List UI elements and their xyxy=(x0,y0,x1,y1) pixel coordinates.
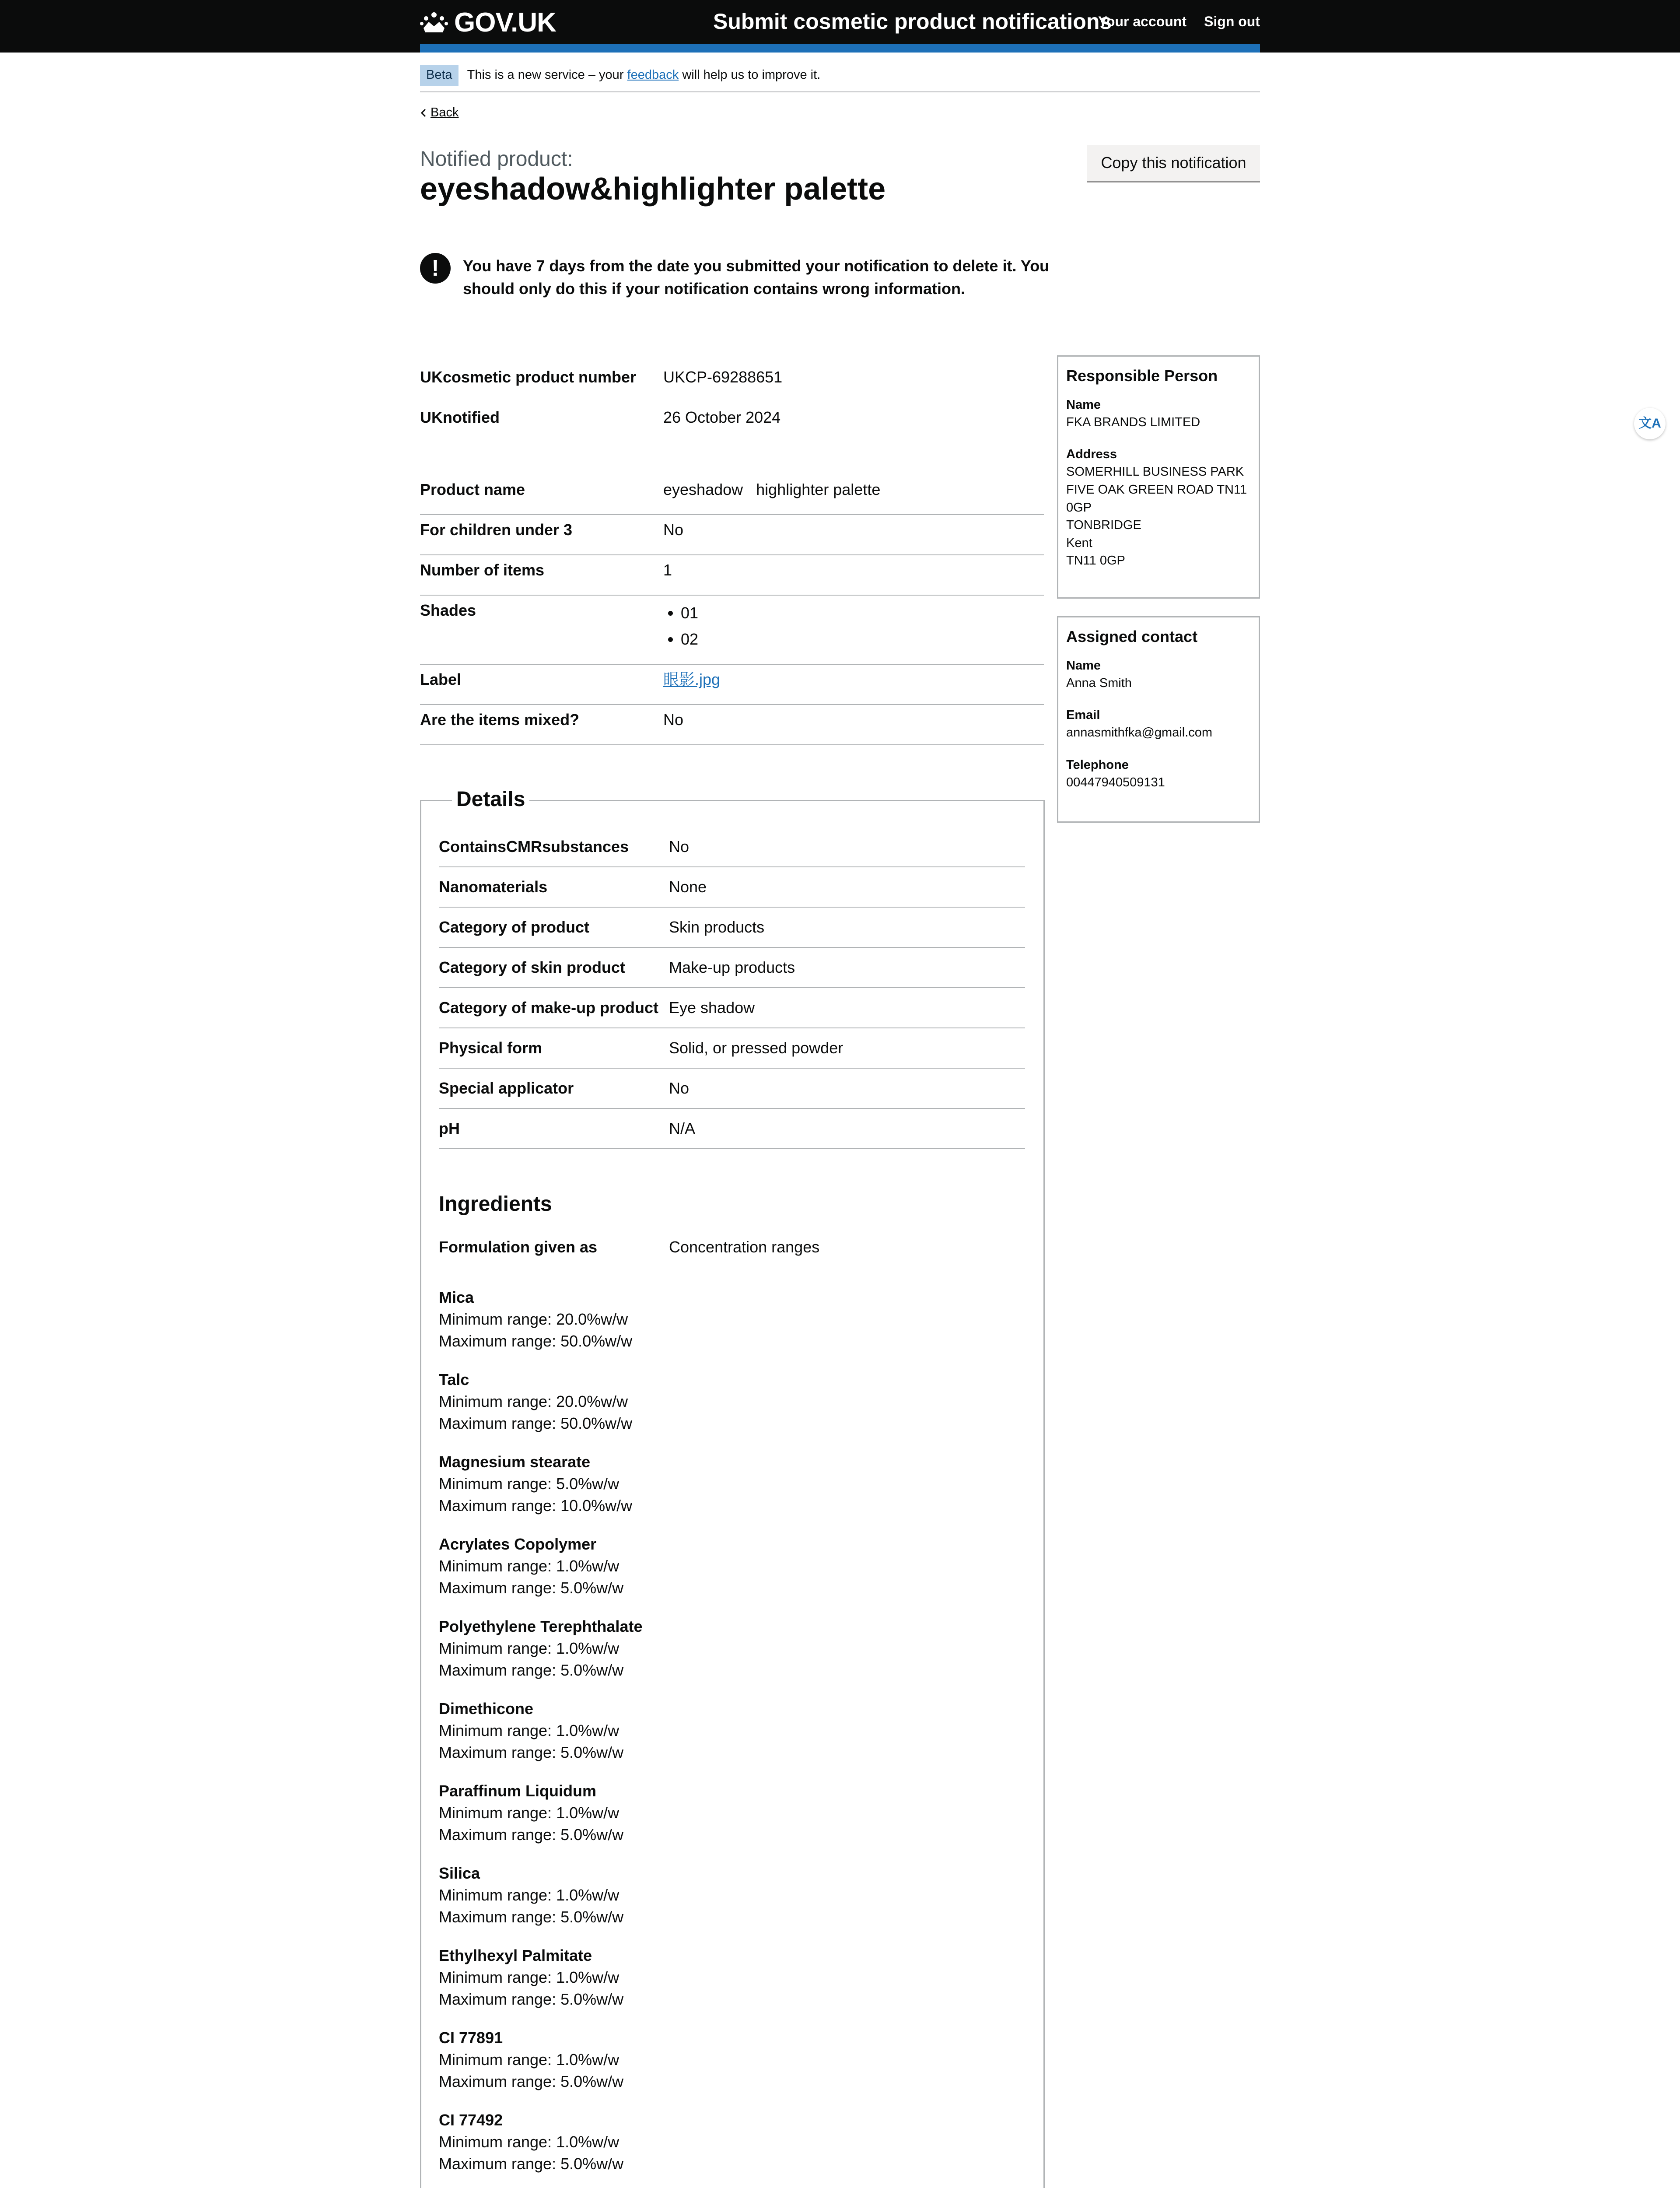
nav-sign-out[interactable]: Sign out xyxy=(1204,14,1260,29)
ingredient-name: CI 77891 xyxy=(439,2029,503,2047)
summary-value: 1 xyxy=(663,561,672,579)
page-caption: Notified product: xyxy=(420,147,573,171)
ingredient-max-range: Maximum range: 50.0%w/w xyxy=(439,1332,633,1350)
summary-value: No xyxy=(663,521,684,539)
shades-list xyxy=(663,600,1044,659)
nav-your-account[interactable]: Your account xyxy=(1098,14,1187,29)
phase-banner xyxy=(420,59,1260,92)
chevron-left-icon xyxy=(420,109,426,117)
phase-text-before: This is a new service – your xyxy=(467,68,624,82)
summary-value: eyeshadow highlighter palette xyxy=(663,480,881,498)
ingredient-name: Silica xyxy=(439,1864,480,1882)
details-key: Category of skin product xyxy=(439,958,626,976)
header-accent-bar xyxy=(420,44,1260,53)
rp-address-line: SOMERHILL BUSINESS PARK xyxy=(1066,465,1244,479)
details-key: Category of make-up product xyxy=(439,998,659,1017)
summary-row xyxy=(420,665,1044,705)
details-value: Eye shadow xyxy=(669,998,755,1017)
ingredient-max-range: Maximum range: 5.0%w/w xyxy=(439,1579,624,1597)
beta-tag: Beta xyxy=(420,65,458,85)
summary-key: Shades xyxy=(420,601,476,619)
ingredient-max-range: Maximum range: 5.0%w/w xyxy=(439,2072,624,2090)
ingredient-min-range: Minimum range: 1.0%w/w xyxy=(439,1557,620,1575)
shade-item: • 02 xyxy=(681,626,1044,652)
details-row xyxy=(439,988,1025,1028)
govuk-logo[interactable] xyxy=(420,4,556,41)
contact-email-label: Email xyxy=(1066,708,1100,722)
summary-value xyxy=(663,669,1044,700)
ingredient-min-range: Minimum range: 1.0%w/w xyxy=(439,1722,620,1739)
ingredient-min-range: Minimum range: 20.0%w/w xyxy=(439,1310,628,1328)
header-container xyxy=(420,0,1260,44)
details-value: Solid, or pressed powder xyxy=(669,1038,844,1057)
ingredient-item xyxy=(439,1698,1025,1780)
ingredient-min-range: Minimum range: 5.0%w/w xyxy=(439,1475,620,1493)
details-value: Make-up products xyxy=(669,958,795,976)
summary-row xyxy=(420,475,1044,515)
crown-icon xyxy=(420,11,448,35)
summary-key: UKcosmetic product number xyxy=(420,368,637,386)
contact-email: annasmithfka@gmail.com xyxy=(1066,726,1213,740)
details-value: N/A xyxy=(669,1119,696,1137)
formulation-value: Concentration ranges xyxy=(669,1238,820,1256)
ingredient-max-range: Maximum range: 5.0%w/w xyxy=(439,1661,624,1679)
summary-row xyxy=(420,555,1044,596)
warning-message: You have 7 days from the date you submitted your notification to delete it. You should only do this if your notification contains wrong information. xyxy=(463,257,1050,298)
ingredient-item xyxy=(439,1945,1025,2027)
details-list xyxy=(439,827,1025,1149)
warning-icon: ! xyxy=(420,253,451,284)
summary-key: Number of items xyxy=(420,561,545,579)
ingredient-item xyxy=(439,2109,1025,2188)
label-image-link[interactable]: 眼影.jpg xyxy=(663,670,721,688)
ingredient-min-range: Minimum range: 1.0%w/w xyxy=(439,2133,620,2151)
contact-phone: 004479405091​31 xyxy=(1066,775,1165,790)
responsible-person-heading: Responsible Person xyxy=(1066,367,1218,385)
summary-row xyxy=(420,705,1044,745)
translate-icon[interactable]: 文A xyxy=(1634,408,1666,439)
ingredient-max-range: Maximum range: 5.0%w/w xyxy=(439,1743,624,1761)
details-key: pH xyxy=(439,1119,460,1137)
summary-value: UKCP-69288651 xyxy=(663,368,783,386)
contact-name-label: Name xyxy=(1066,658,1101,673)
contact-name: Anna Smith xyxy=(1066,676,1132,690)
ingredient-min-range: Minimum range: 1.0%w/w xyxy=(439,1804,620,1822)
summary-notification xyxy=(420,362,1044,443)
details-row xyxy=(439,948,1025,988)
ingredient-item xyxy=(439,1451,1025,1533)
logo-text: GOV.UK xyxy=(454,7,556,38)
summary-key: UKnotified xyxy=(420,408,500,426)
ingredient-max-range: Maximum range: 5.0%w/w xyxy=(439,1908,624,1926)
rp-address-label: Address xyxy=(1066,447,1117,462)
summary-product xyxy=(420,475,1044,745)
rp-address-line: TONBRIDGE xyxy=(1066,518,1141,533)
details-value: No xyxy=(669,837,690,856)
ingredient-item xyxy=(439,1780,1025,1862)
ingredient-min-range: Minimum range: 1.0%w/w xyxy=(439,1639,620,1657)
back-link[interactable] xyxy=(420,104,458,121)
summary-row-shades xyxy=(420,596,1044,665)
ingredient-max-range: Maximum range: 5.0%w/w xyxy=(439,2155,624,2173)
copy-notification-button[interactable]: Copy this notification xyxy=(1087,145,1260,181)
phase-banner-text xyxy=(467,67,821,84)
ingredient-name: Paraffinum Liquidum xyxy=(439,1782,596,1800)
details-key: Nanomaterials xyxy=(439,877,548,896)
details-key: Physical form xyxy=(439,1038,542,1057)
ingredient-name: Magnesium stearate xyxy=(439,1453,591,1471)
shade-item: • 01 xyxy=(681,600,1044,626)
details-key: Category of product xyxy=(439,918,590,936)
ingredients-heading: Ingredients xyxy=(439,1192,552,1216)
ingredient-min-range: Minimum range: 1.0%w/w xyxy=(439,1968,620,1986)
ingredient-name: Ethylhexyl Palmitate xyxy=(439,1946,592,1964)
ingredient-name: Talc xyxy=(439,1371,469,1389)
ingredient-item xyxy=(439,1533,1025,1616)
details-legend: Details xyxy=(452,785,529,814)
back-link-label: Back xyxy=(430,105,459,119)
page-title: eyeshadow&highlighter palette xyxy=(420,172,886,207)
summary-row xyxy=(420,515,1044,555)
summary-key: For children under 3 xyxy=(420,521,573,539)
ingredient-name: Dimethicone xyxy=(439,1700,534,1718)
details-value: Skin products xyxy=(669,918,765,936)
details-row xyxy=(439,1109,1025,1149)
summary-key: Label xyxy=(420,670,462,688)
details-row xyxy=(439,1028,1025,1069)
header-nav xyxy=(1098,12,1260,31)
ingredient-min-range: Minimum range: 20.0%w/w xyxy=(439,1392,628,1410)
summary-key: Are the items mixed? xyxy=(420,711,580,729)
ingredient-name: Mica xyxy=(439,1288,474,1306)
details-row xyxy=(439,867,1025,908)
ingredient-name: CI 77492 xyxy=(439,2111,503,2129)
ingredient-item xyxy=(439,1287,1025,1369)
summary-row xyxy=(420,403,1044,443)
details-key: ContainsCMRsubstances xyxy=(439,837,629,856)
responsible-person-panel xyxy=(1057,355,1260,599)
rp-name-label: Name xyxy=(1066,397,1101,412)
ingredient-max-range: Maximum range: 5.0%w/w xyxy=(439,1990,624,2008)
contact-phone-label: Telephone xyxy=(1066,758,1129,772)
ingredient-item xyxy=(439,1862,1025,1945)
phase-text-after: will help us to improve it. xyxy=(682,68,821,82)
ingredient-item xyxy=(439,1369,1025,1451)
details-value: None xyxy=(669,877,707,896)
details-value: No xyxy=(669,1079,690,1097)
summary-row xyxy=(420,362,1044,403)
details-row xyxy=(439,827,1025,867)
ingredient-max-range: Maximum range: 50.0%w/w xyxy=(439,1414,633,1432)
details-row xyxy=(439,908,1025,948)
rp-address-line: FIVE OAK GREEN ROAD TN11 xyxy=(1066,483,1247,497)
ingredient-min-range: Minimum range: 1.0%w/w xyxy=(439,1886,620,1904)
rp-address-line: TN11 0GP xyxy=(1066,554,1125,568)
ingredient-item xyxy=(439,2027,1025,2109)
ingredient-max-range: Maximum range: 5.0%w/w xyxy=(439,1826,624,1844)
ingredient-item xyxy=(439,1616,1025,1698)
service-name[interactable]: Submit cosmetic product notifications xyxy=(713,9,1112,34)
summary-value: No xyxy=(663,711,684,729)
formulation-key: Formulation given as xyxy=(439,1238,598,1256)
details-key: Special applicator xyxy=(439,1079,574,1097)
summary-key: Product name xyxy=(420,480,525,498)
warning-text xyxy=(420,253,1050,300)
summary-value: 26 October 2024 xyxy=(663,408,781,426)
assigned-contact-heading: Assigned contact xyxy=(1066,628,1198,645)
formulation-row xyxy=(439,1237,819,1258)
rp-name: FKA BRANDS LIMITED xyxy=(1066,415,1200,429)
ingredients-list xyxy=(439,1287,1025,2188)
details-row xyxy=(439,1069,1025,1109)
rp-address-line: Kent xyxy=(1066,536,1092,550)
ingredient-name: Acrylates Copolymer xyxy=(439,1535,597,1553)
assigned-contact-panel xyxy=(1057,616,1260,823)
ingredient-max-range: Maximum range: 10.0%w/w xyxy=(439,1497,633,1515)
ingredient-name: Polyethylene Terephthalate xyxy=(439,1617,643,1635)
ingredient-min-range: Minimum range: 1.0%w/w xyxy=(439,2051,620,2069)
feedback-link[interactable]: feedback xyxy=(627,68,679,82)
rp-address-line: 0GP xyxy=(1066,500,1092,515)
